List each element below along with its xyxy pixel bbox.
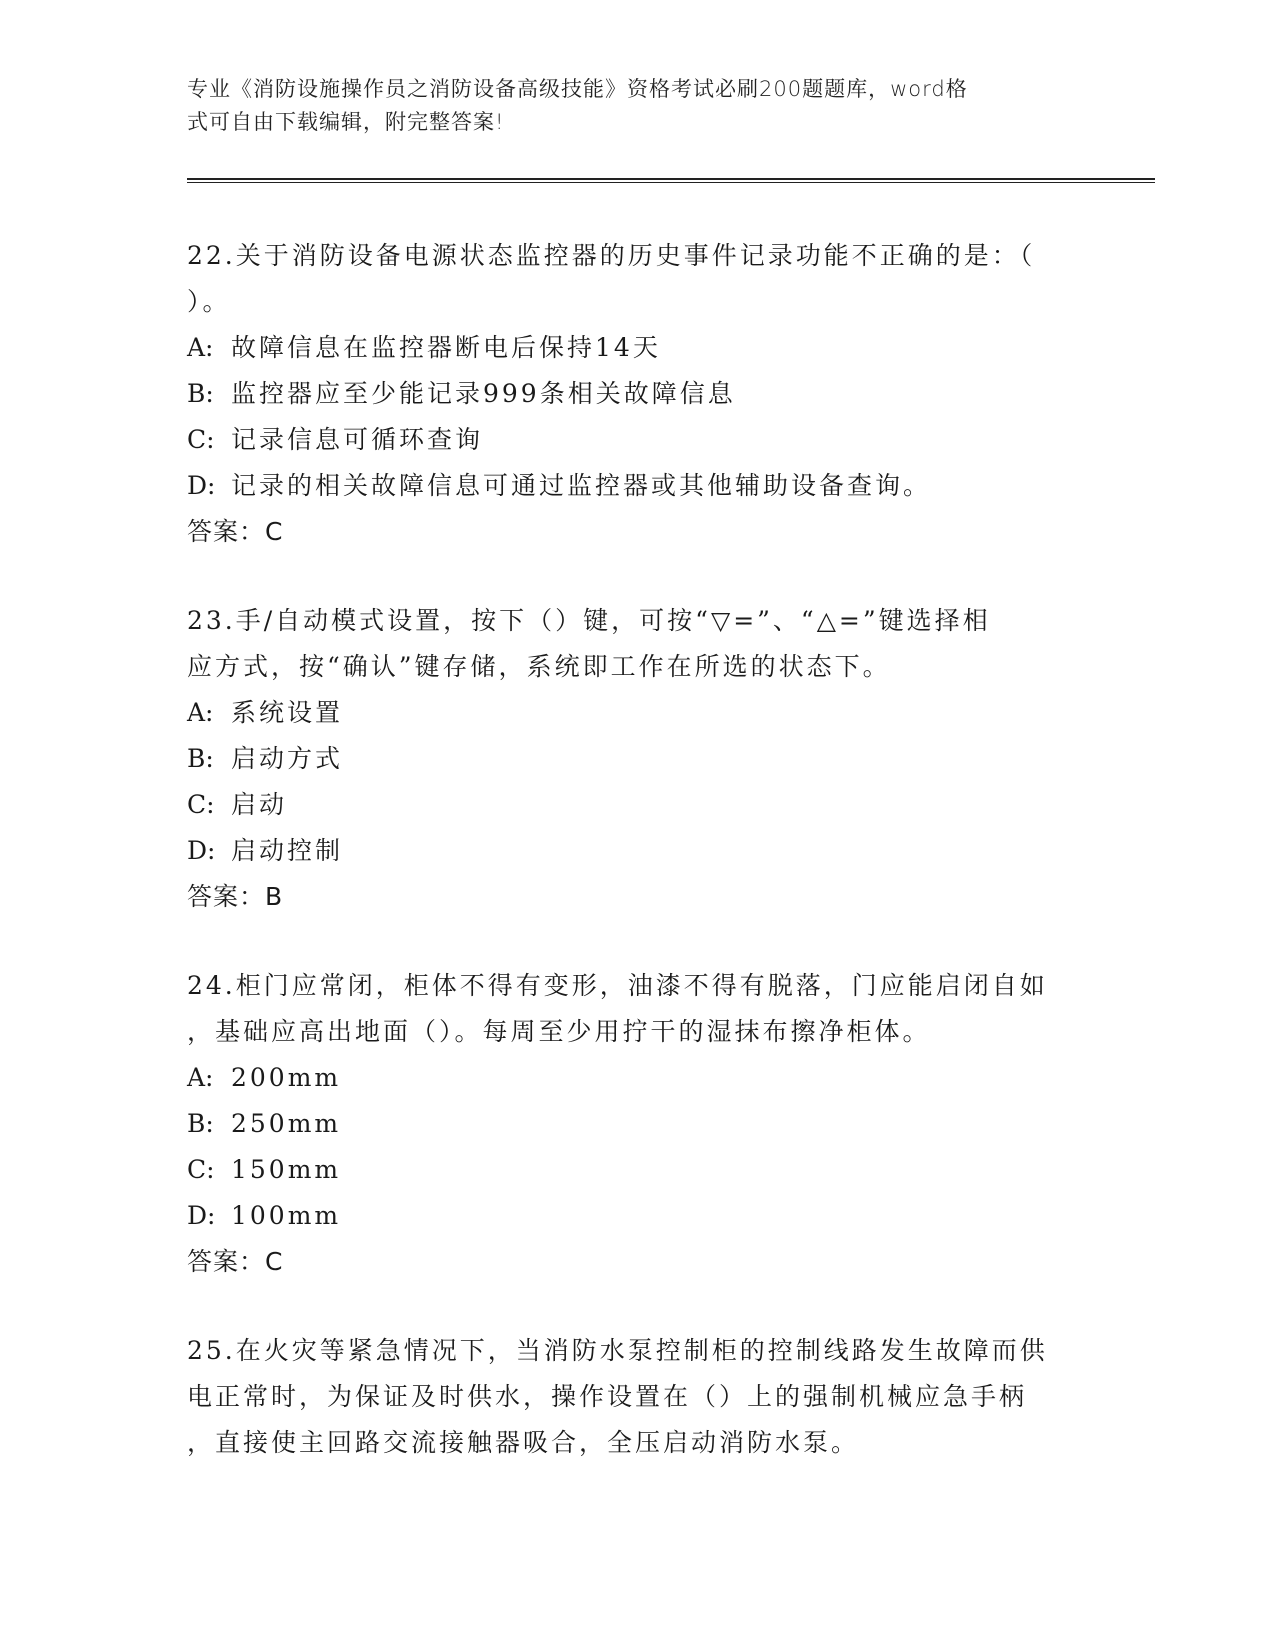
- option-text: 150mm: [231, 1155, 342, 1184]
- question-text-line: 22.关于消防设备电源状态监控器的历史事件记录功能不正确的是：（: [187, 241, 1036, 270]
- option-text: 启动: [231, 790, 288, 819]
- option-b: [187, 736, 1087, 782]
- option-letter: C:: [187, 790, 215, 819]
- question-text-line: ）。: [187, 287, 231, 316]
- option-letter: C:: [187, 1155, 215, 1184]
- option-letter: D:: [187, 836, 216, 865]
- option-d: [187, 1193, 1087, 1239]
- option-c: [187, 782, 1087, 828]
- option-c: [187, 417, 1087, 463]
- question-text-line: ，直接使主回路交流接触器吸合，全压启动消防水泵。: [187, 1428, 860, 1457]
- option-a: [187, 325, 1087, 371]
- answer-line: 答案：C: [187, 517, 284, 546]
- question-text-line: 电正常时，为保证及时供水，操作设置在（）上的强制机械应急手柄: [187, 1382, 1028, 1411]
- option-letter: B:: [187, 379, 214, 408]
- option-letter: D:: [187, 471, 216, 500]
- option-text: 启动控制: [231, 836, 344, 865]
- header-divider-bottom: [187, 182, 1155, 183]
- header-line-2: 式可自由下载编辑，附完整答案!: [187, 110, 505, 134]
- option-c: [187, 1147, 1087, 1193]
- option-text: 启动方式: [231, 744, 344, 773]
- question-text-line: 24.柜门应常闭，柜体不得有变形，油漆不得有脱落，门应能启闭自如: [187, 971, 1048, 1000]
- document-header: [187, 73, 1067, 139]
- option-b: [187, 1101, 1087, 1147]
- option-text: 100mm: [231, 1201, 342, 1230]
- option-letter: D:: [187, 1201, 216, 1230]
- option-b: [187, 371, 1087, 417]
- option-letter: C:: [187, 425, 215, 454]
- option-letter: A:: [187, 698, 214, 727]
- answer-line: 答案：C: [187, 1247, 284, 1276]
- option-d: [187, 828, 1087, 874]
- answer-line: 答案：B: [187, 882, 284, 911]
- question-text-line: 应方式，按“确认”键存储，系统即工作在所选的状态下。: [187, 652, 891, 681]
- question-22: [187, 233, 1087, 555]
- option-text: 故障信息在监控器断电后保持14天: [231, 333, 661, 362]
- option-letter: A:: [187, 333, 214, 362]
- option-letter: B:: [187, 744, 214, 773]
- option-letter: B:: [187, 1109, 214, 1138]
- option-text: 250mm: [231, 1109, 342, 1138]
- question-23: [187, 598, 1087, 920]
- header-line-1: 专业《消防设施操作员之消防设备高级技能》资格考试必刷200题题库，word格: [187, 77, 968, 101]
- question-24: [187, 963, 1087, 1285]
- option-letter: A:: [187, 1063, 214, 1092]
- option-text: 记录的相关故障信息可通过监控器或其他辅助设备查询。: [231, 471, 932, 500]
- question-text-line: 25.在火灾等紧急情况下，当消防水泵控制柜的控制线路发生故障而供: [187, 1336, 1048, 1365]
- header-divider-top: [187, 178, 1155, 180]
- option-text: 系统设置: [231, 698, 344, 727]
- option-text: 记录信息可循环查询: [231, 425, 484, 454]
- option-text: 监控器应至少能记录999条相关故障信息: [231, 379, 736, 408]
- option-text: 200mm: [231, 1063, 342, 1092]
- option-d: [187, 463, 1087, 509]
- option-a: [187, 1055, 1087, 1101]
- question-25: [187, 1328, 1087, 1466]
- question-text-line: 23.手/自动模式设置，按下（）键，可按“▽=”、“△=”键选择相: [187, 606, 991, 635]
- question-text-line: ，基础应高出地面（）。每周至少用拧干的湿抹布擦净柜体。: [187, 1017, 931, 1046]
- option-a: [187, 690, 1087, 736]
